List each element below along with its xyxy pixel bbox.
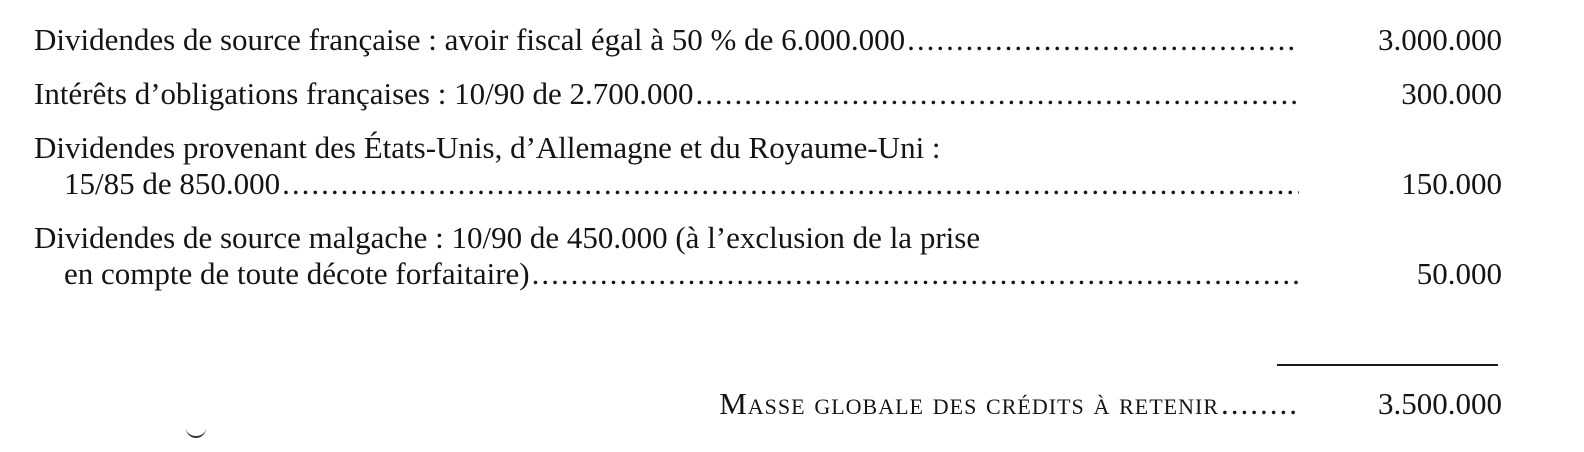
leader-dots [695,76,1299,112]
row-text: Dividendes provenant des États-Unis, d’Allemagne et du Royaume-Uni : [34,130,941,165]
total-row [34,386,1502,422]
table-row [34,130,1502,202]
row-line-continued [34,166,1299,202]
row-amount: 3.000.000 [1378,22,1502,57]
row-description [34,220,1299,292]
row-description [34,76,1299,112]
row-amount: 50.000 [1416,256,1502,291]
row-amount: 300.000 [1401,76,1502,111]
row-text: Dividendes de source malgache : 10/90 de 450.000 (à l’exclusion de la prise [34,220,981,255]
row-text: Intérêts d’obligations françaises : 10/90 de 2.700.000 [34,76,694,111]
row-line [34,130,1299,166]
row-line-continued [34,256,1299,292]
table-row [34,22,1502,58]
total-amount: 3.500.000 [1378,386,1502,421]
row-line [34,220,1299,256]
print-mark [186,428,206,438]
row-line [34,22,1299,58]
row-description [34,130,1299,202]
leader-dots [282,166,1299,202]
total-leader-dots: ........ [1221,386,1299,421]
table-row [34,220,1502,292]
row-text: en compte de toute décote forfaitaire) [64,256,530,291]
table-row [34,76,1502,112]
credits-table [34,22,1502,310]
row-line [34,76,1299,112]
leader-dots [907,22,1299,58]
row-description [34,22,1299,58]
leader-dots [532,256,1299,292]
row-text: 15/85 de 850.000 [64,166,281,201]
row-amount: 150.000 [1401,166,1502,201]
total-label-wrap [34,386,1299,422]
total-label: Masse globale des crédits à retenir [719,386,1219,421]
total-rule [1277,364,1498,366]
row-text: Dividendes de source française : avoir fiscal égal à 50 % de 6.000.000 [34,22,906,57]
